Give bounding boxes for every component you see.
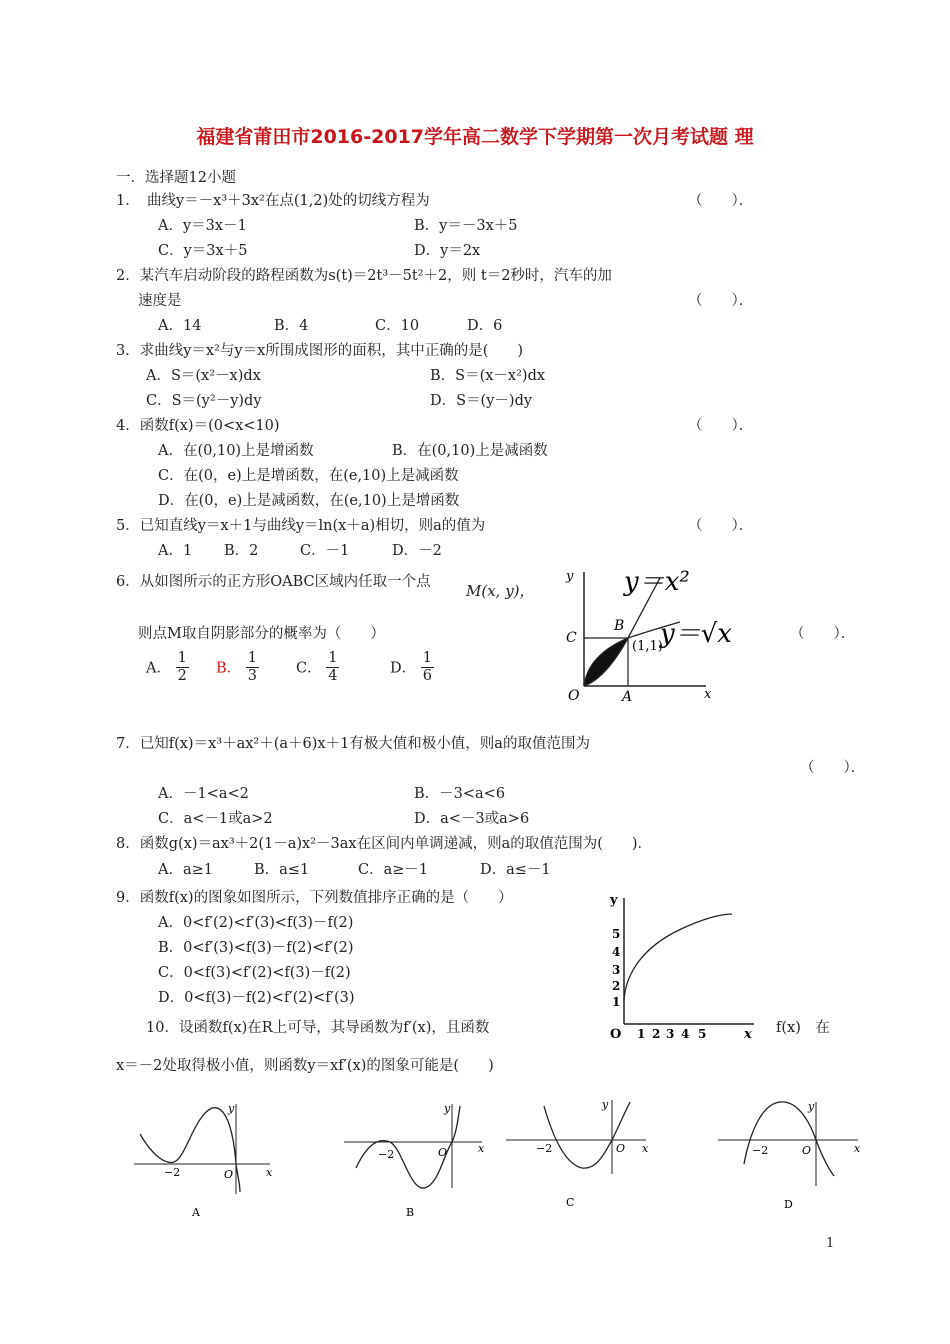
q2-stem-line1: 2．某汽车启动阶段的路程函数为s(t)＝2t³－5t²＋2，则 t＝2秒时，汽车的加 <box>116 268 612 284</box>
q2-answer-paren: （ ）． <box>688 293 754 309</box>
q9-xtick-5: 5 <box>698 1027 707 1041</box>
q6-parabola-label: y＝x² <box>624 567 690 597</box>
q10-c-label: C <box>566 1196 575 1209</box>
q7-stem: 7．已知f(x)＝x³＋ax²＋(a＋6)x＋1有极大值和极小值，则a的取值范围为 <box>116 736 590 752</box>
q6-point-label: M(x, y)， <box>466 582 535 600</box>
q6-figure <box>556 560 756 708</box>
q5-option-a: A．1 <box>158 543 193 559</box>
q9-ytick-4: 4 <box>612 945 621 959</box>
q10-graph-b <box>340 1098 490 1222</box>
q6-origin-label: O <box>568 688 580 704</box>
q10-b-origin-label: O <box>438 1146 448 1159</box>
page-number: 1 <box>826 1236 835 1251</box>
q9-curve <box>624 914 732 1000</box>
q6-point-a-label: A <box>622 689 633 705</box>
q5-option-c: C．－1 <box>300 543 350 559</box>
q10-c-tick-label: −2 <box>536 1142 553 1155</box>
q1-option-c: C．y＝3x＋5 <box>158 243 248 259</box>
q10-d-label: D <box>784 1198 793 1211</box>
q9-origin-label: O <box>610 1027 622 1042</box>
page-title: 福建省莆田市2016-2017学年高二数学下学期第一次月考试题 理 <box>196 126 754 148</box>
q5-stem: 5．已知直线y＝x＋1与曲线y＝ln(x＋a)相切，则a的值为 <box>116 518 486 534</box>
q4-stem: 4．函数f(x)＝(0<x<10) <box>116 418 280 434</box>
q6-point-c-label: C <box>566 630 577 646</box>
q1-option-d: D．y＝2x <box>414 243 481 259</box>
q6-option-b: B． $\frac{1}{3}$ <box>216 650 257 684</box>
q10-a-label: A <box>192 1206 200 1219</box>
q10-stem-line2: x＝－2处取得极小值，则函数y＝xf′(x)的图象可能是( ) <box>116 1058 494 1074</box>
q2-option-c: C．10 <box>375 318 420 334</box>
q9-figure <box>604 892 764 1042</box>
q10-stem-line1-tail: f(x) 在 <box>776 1020 830 1036</box>
q9-option-d: D．0<f(3)－f(2)<f′(2)<f′(3) <box>158 990 355 1006</box>
q10-b-label: B <box>406 1206 415 1219</box>
q7-option-a: A．－1<a<2 <box>158 786 249 802</box>
q9-xtick-3: 3 <box>666 1027 675 1041</box>
q2-stem-line2: 速度是 <box>138 293 182 309</box>
q10-graph-c <box>502 1094 652 1218</box>
q1-option-b: B．y＝－3x＋5 <box>414 218 518 234</box>
q9-ytick-3: 3 <box>612 963 621 977</box>
q6-sqrt-label: y＝√x <box>660 619 732 649</box>
q10-stem-line1: 10．设函数f(x)在R上可导，其导函数为f′(x)，且函数 <box>146 1020 490 1036</box>
q9-y-label: y <box>610 893 618 908</box>
q10-b-y-label: y <box>444 1102 451 1115</box>
q3-option-b: B．S＝(x－x²)dx <box>430 368 546 384</box>
q9-option-b: B．0<f′(3)<f(3)－f(2)<f′(2) <box>158 940 354 956</box>
q10-d-origin-label: O <box>802 1144 812 1157</box>
q10-b-x-label: x <box>478 1142 485 1155</box>
q8-option-d: D．a≤－1 <box>480 862 551 878</box>
q7-option-b: B．－3<a<6 <box>414 786 506 802</box>
q10-c-x-label: x <box>642 1142 649 1155</box>
q8-stem: 8．函数g(x)＝ax³＋2(1－a)x²－3ax在区间内单调递减，则a的取值范围为( )． <box>116 836 653 852</box>
q9-xtick-4: 4 <box>681 1027 690 1041</box>
q9-x-label: x <box>744 1027 752 1042</box>
q9-ytick-2: 2 <box>612 979 621 993</box>
q9-option-a: A．0<f′(2)<f′(3)<f(3)－f(2) <box>158 915 354 931</box>
q5-option-d: D．－2 <box>392 543 442 559</box>
q8-option-c: C．a≥－1 <box>358 862 429 878</box>
q2-option-b: B．4 <box>274 318 309 334</box>
q10-c-origin-label: O <box>616 1142 626 1155</box>
q4-option-b: B．在(0,10)上是减函数 <box>392 443 548 459</box>
q6-stem: 6．从如图所示的正方形OABC区域内任取一个点 <box>116 574 431 590</box>
q10-b-tick-label: −2 <box>378 1148 395 1161</box>
q7-option-c: C．a<－1或a>2 <box>158 811 273 827</box>
q10-graph-a <box>130 1098 280 1222</box>
q6-point-coord-label: (1,1) <box>632 639 663 654</box>
q8-option-a: A．a≥1 <box>158 862 213 878</box>
q9-ytick-5: 5 <box>612 927 621 941</box>
q1-option-a: A．y＝3x－1 <box>158 218 247 234</box>
q7-answer-paren: （ ）． <box>800 760 866 776</box>
q9-xtick-2: 2 <box>652 1027 661 1041</box>
q9-option-c: C．0<f(3)<f′(2)<f(3)－f(2) <box>158 965 351 981</box>
q10-d-y-label: y <box>808 1100 815 1113</box>
q3-option-d: D．S＝(y－)dy <box>430 393 533 409</box>
q4-option-d: D．在(0，e)上是减函数，在(e,10)上是增函数 <box>158 493 460 509</box>
q6-option-d: D． $\frac{1}{6}$ <box>390 650 432 684</box>
q2-option-d: D．6 <box>467 318 503 334</box>
q6-answer-paren: （ ）． <box>790 626 856 642</box>
q3-option-a: A．S＝(x²－x)dx <box>146 368 261 384</box>
q6-option-c: C． $\frac{1}{4}$ <box>296 650 338 684</box>
q9-stem: 9．函数f(x)的图象如图所示，下列数值排序正确的是（ ） <box>116 890 513 906</box>
q9-xtick-1: 1 <box>637 1027 646 1041</box>
q10-a-tick-label: −2 <box>164 1166 181 1179</box>
q10-c-y-label: y <box>602 1098 609 1111</box>
q10-c-curve <box>544 1102 630 1168</box>
q6-y-label: y <box>566 569 574 584</box>
q4-option-c: C．在(0，e)上是增函数，在(e,10)上是减函数 <box>158 468 459 484</box>
q10-a-origin-label: O <box>224 1168 234 1181</box>
q10-d-tick-label: −2 <box>752 1144 769 1157</box>
q6-x-label: x <box>704 687 712 702</box>
q5-option-b: B．2 <box>224 543 259 559</box>
q7-option-d: D．a<－3或a>6 <box>414 811 530 827</box>
q2-option-a: A．14 <box>158 318 202 334</box>
q10-a-x-label: x <box>266 1166 273 1179</box>
q9-ytick-1: 1 <box>612 995 621 1009</box>
q6-point-b-label: B <box>614 618 625 634</box>
q6-shaded-region <box>584 638 628 686</box>
q10-a-y-label: y <box>228 1102 235 1115</box>
q5-answer-paren: （ ）． <box>688 518 754 534</box>
q4-option-a: A．在(0,10)上是增函数 <box>158 443 314 459</box>
q1-answer-paren: （ ）． <box>688 193 754 209</box>
q3-option-c: C．S＝(y²－y)dy <box>146 393 262 409</box>
q6-stem-line2: 则点M取自阴影部分的概率为（ ） <box>138 626 385 642</box>
q10-d-x-label: x <box>854 1142 861 1155</box>
q3-stem: 3．求曲线y＝x²与y＝x所围成图形的面积，其中正确的是( ) <box>116 343 524 359</box>
q10-d-curve <box>744 1102 834 1176</box>
section-heading: 一．选择题12小题 <box>116 170 236 186</box>
q1-stem: 1． 曲线y＝－x³＋3x²在点(1,2)处的切线方程为 <box>116 193 430 209</box>
q10-graph-d <box>714 1096 864 1220</box>
q6-option-a: A． $\frac{1}{2}$ <box>146 650 187 684</box>
q8-option-b: B．a≤1 <box>254 862 310 878</box>
q4-answer-paren: （ ）． <box>688 418 754 434</box>
